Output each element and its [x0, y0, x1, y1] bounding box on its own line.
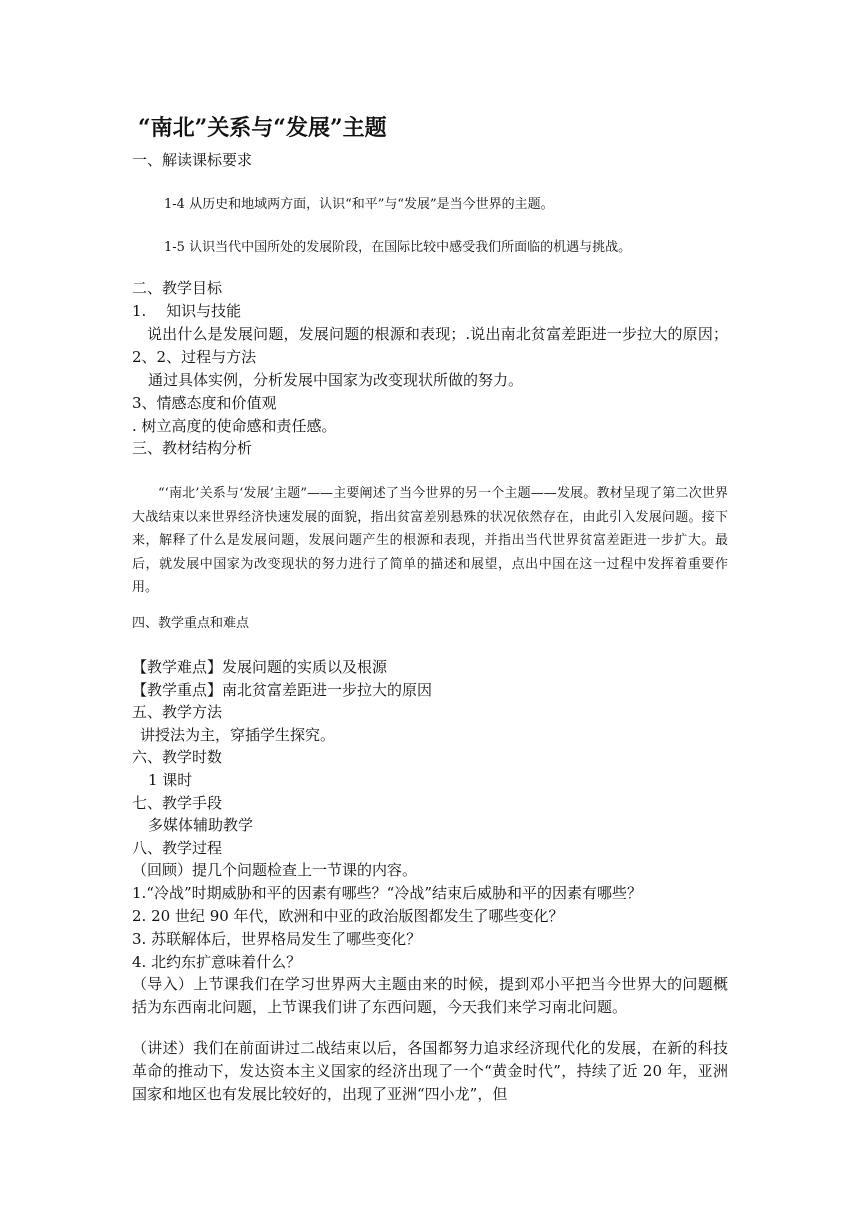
document-title: “南北”关系与“发展”主题 — [138, 115, 387, 141]
curriculum-item-1-5: 1-5 认识当代中国所处的发展阶段，在国际比较中感受我们所面临的机遇与挑战。 — [164, 240, 632, 255]
review-question-1: 1.“冷战”时期威胁和平的因素有哪些？“冷战”结束后威胁和平的因素有哪些？ — [132, 884, 642, 902]
section-heading-7: 七、教学手段 — [132, 794, 223, 812]
objective-process-text: 通过具体实例，分析发展中国家为改变现状所做的努力。 — [148, 371, 524, 389]
review-question-4: 4. 北约东扩意味着什么？ — [132, 953, 302, 971]
textbook-structure-paragraph: “‘南北’关系与‘发展’主题”——主要阐述了当今世界的另一个主题——发展。教材呈现了第二次世界大战结束以来世界经济快速发展的面貌，指出贫富差别悬殊的状况依然存在，由此引入发展问题。接下来，解释了什么是发展问题，发展问题产生的根源和表现，并指出当代世界贫富差距进一步扩大。最后，就发展中国家为改变现状的努力进行了简单的描述和展望，点出中国在这一过程中发挥着重要作用。 — [132, 486, 728, 595]
objective-attitude-heading: 3、情感态度和价值观 — [132, 394, 277, 412]
section-heading-3: 三、教材结构分析 — [132, 439, 253, 457]
curriculum-item-1-4: 1-4 从历史和地域两方面，认识“和平”与“发展”是当今世界的主题。 — [164, 197, 554, 212]
lecture-paragraph: （讲述）我们在前面讲过二战结束以后，各国都努力追求经济现代化的发展，在新的科技革命的推动下，发达资本主义国家的经济出现了一个“黄金时代”，持续了近 20 年，亚洲国家和地区也有发展比较好的，出现了亚洲“四小龙”，但 — [132, 1039, 728, 1103]
review-question-2: 2. 20 世纪 90 年代，欧洲和中亚的政治版图都发生了哪些变化？ — [132, 907, 564, 925]
objective-knowledge-heading: 1. 知识与技能 — [132, 302, 242, 320]
teaching-method-text: 讲授法为主，穿插学生探究。 — [140, 726, 336, 744]
section-heading-1: 一、解读课标要求 — [132, 151, 253, 169]
section-heading-5: 五、教学方法 — [132, 703, 223, 721]
teaching-key-point: 【教学重点】南北贫富差距进一步拉大的原因 — [132, 681, 433, 699]
section-heading-2: 二、教学目标 — [132, 279, 223, 297]
teaching-difficulty: 【教学难点】发展问题的实质以及根源 — [132, 658, 388, 676]
teaching-hours-text: 1 课时 — [148, 771, 193, 789]
teaching-means-text: 多媒体辅助教学 — [148, 816, 254, 834]
section-heading-8: 八、教学过程 — [132, 839, 223, 857]
review-question-3: 3. 苏联解体后，世界格局发生了哪些变化？ — [132, 930, 422, 948]
objective-knowledge-text: 说出什么是发展问题，发展问题的根源和表现；.说出南北贫富差距进一步拉大的原因；2、2、过程与方法 — [132, 325, 728, 366]
introduction-paragraph: （导入）上节课我们在学习世界两大主题由来的时候，提到邓小平把当今世界大的问题概括为东西南北问题，上节课我们讲了东西问题，今天我们来学习南北问题。 — [132, 975, 728, 1016]
section-heading-6: 六、教学时数 — [132, 748, 223, 766]
review-text: （回顾）提几个问题检查上一节课的内容。 — [132, 861, 418, 879]
section-heading-4: 四、教学重点和难点 — [132, 616, 250, 631]
objective-attitude-text: . 树立高度的使命感和责任感。 — [132, 417, 337, 435]
